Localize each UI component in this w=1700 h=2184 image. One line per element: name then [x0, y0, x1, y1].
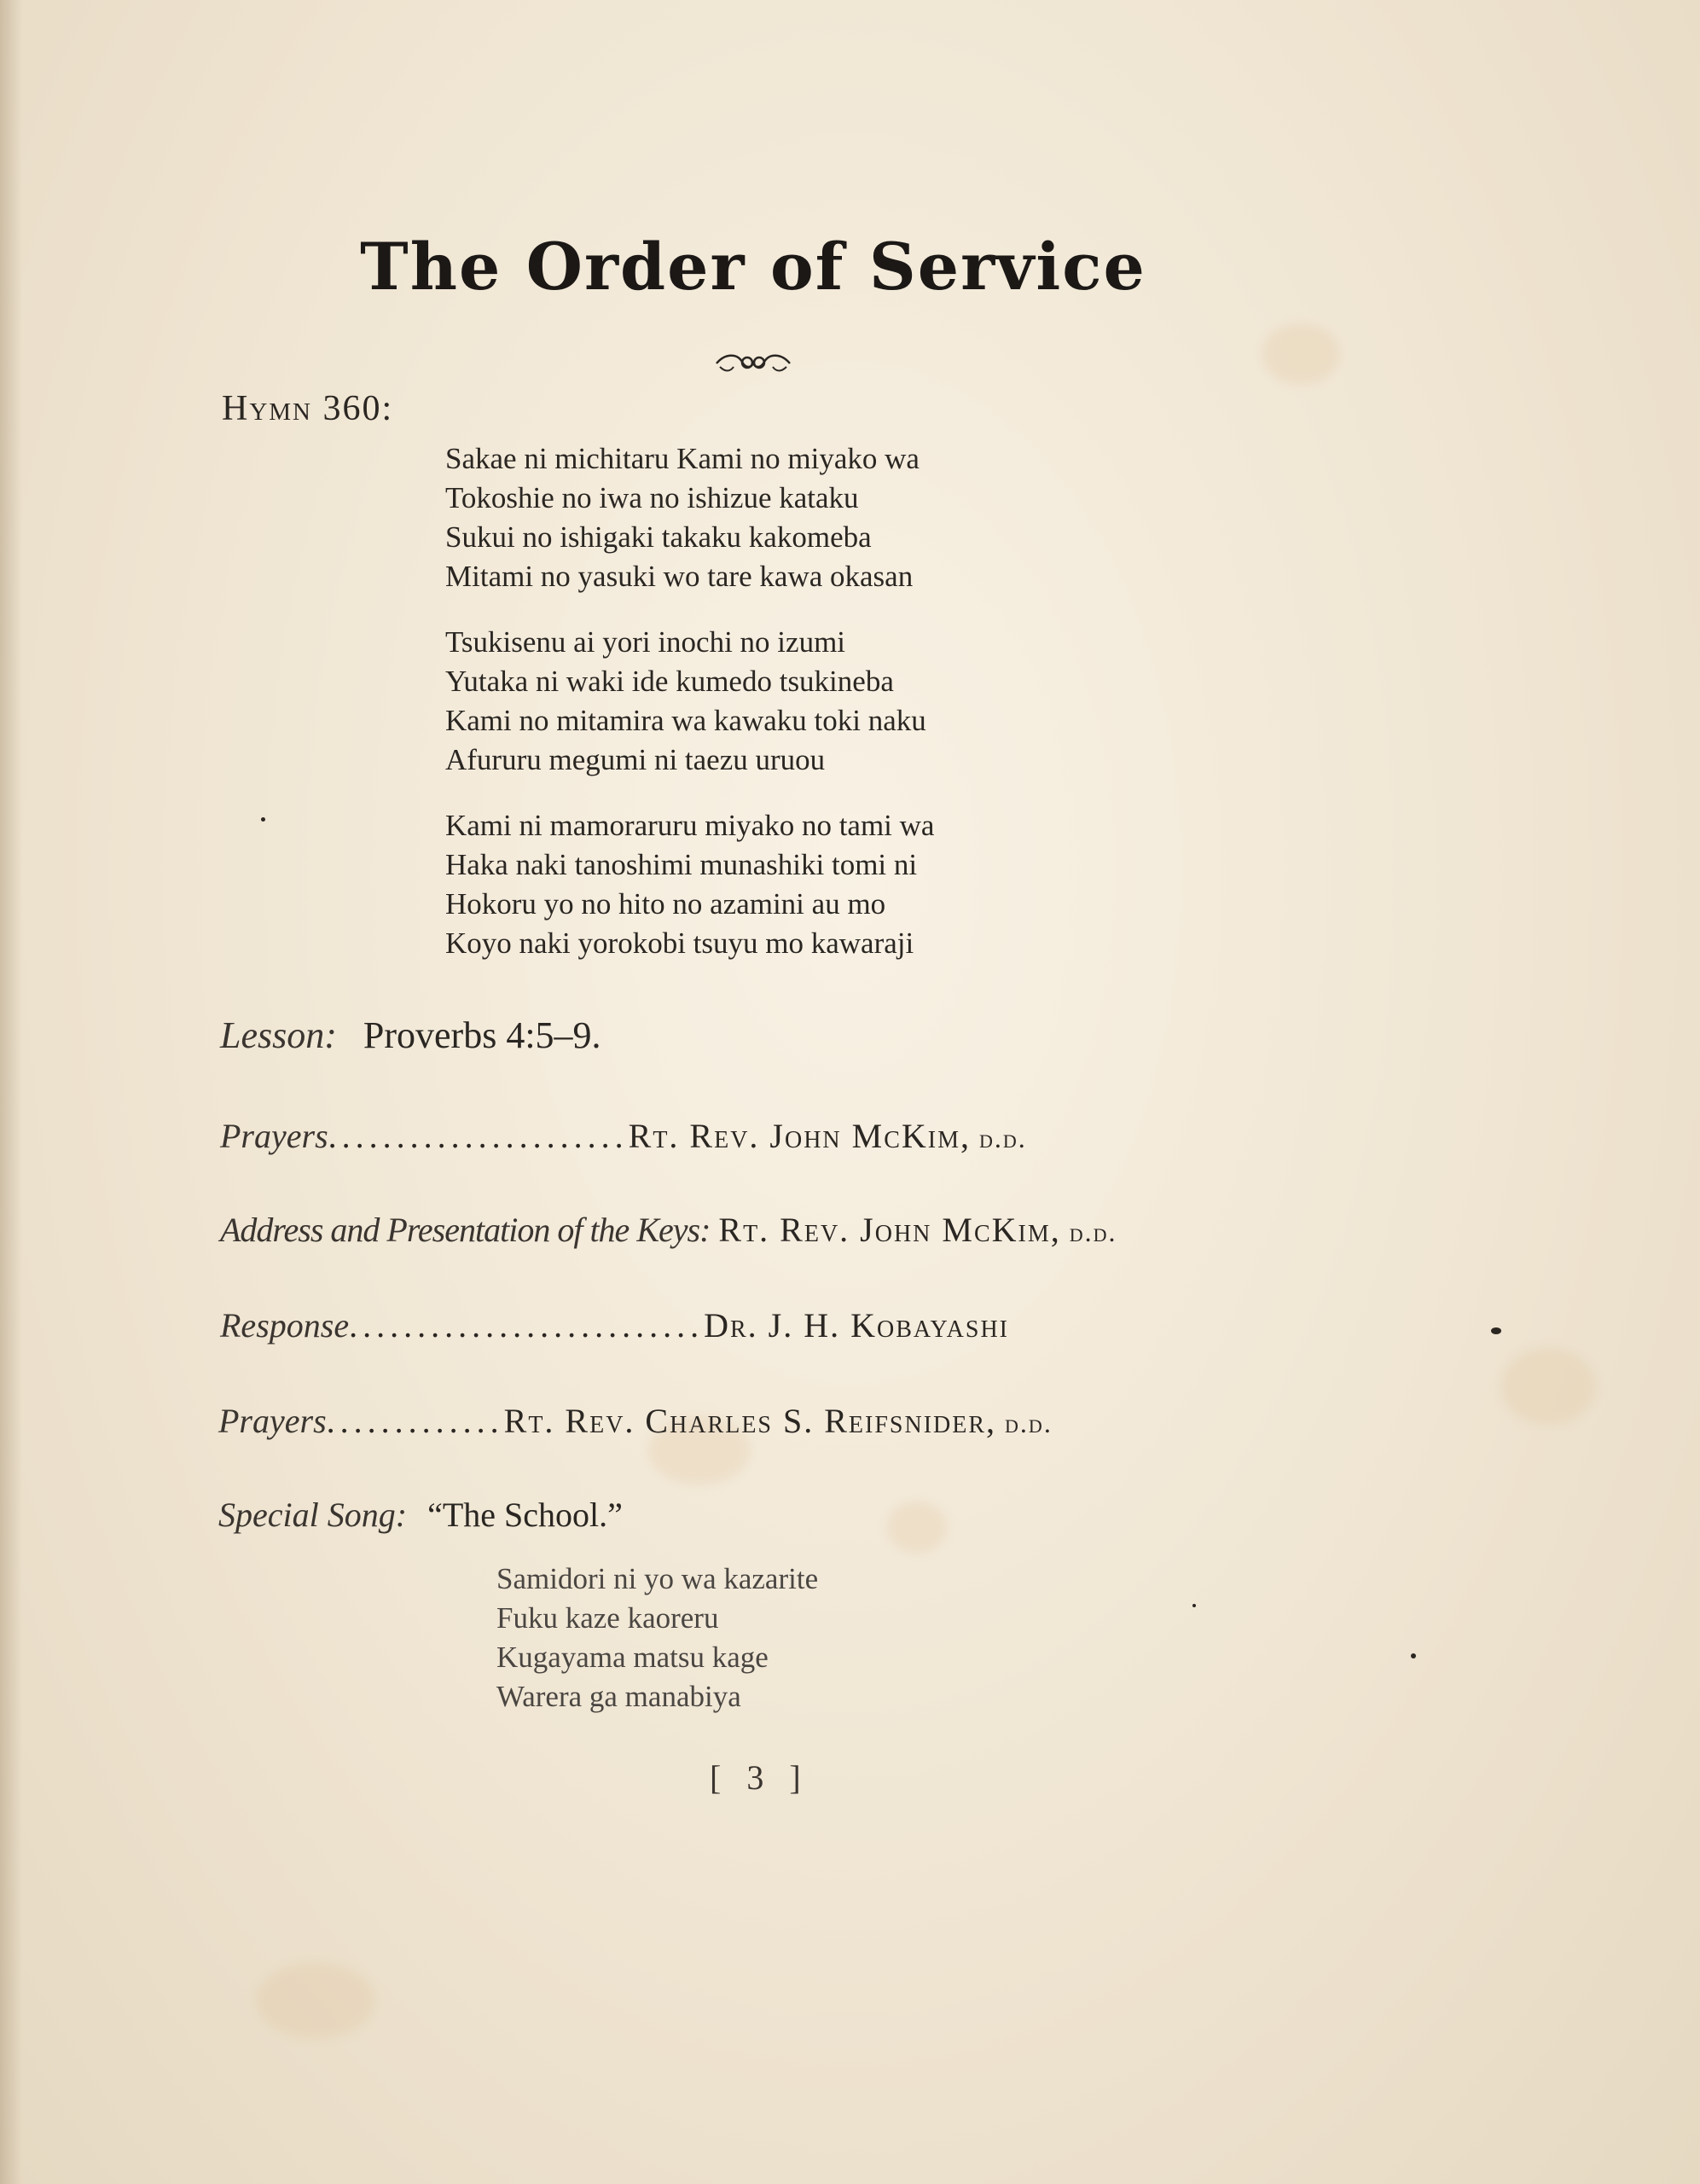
officiant-name: Rt. Rev. Charles S. Reifsnider,: [503, 1402, 997, 1440]
hymn-label: Hymn 360:: [222, 389, 394, 428]
degree: d.d.: [1005, 1408, 1053, 1438]
degree: d.d.: [1069, 1217, 1117, 1247]
officiant-name: Rt. Rev. John McKim,: [718, 1211, 1061, 1249]
binding-edge: [0, 0, 22, 2184]
dot-leader: ..........................: [349, 1306, 705, 1345]
special-song-label: Special Song:: [218, 1496, 408, 1534]
hymn-line: Afururu megumi ni taezu uruou: [445, 743, 826, 776]
paper-stain: [256, 1962, 375, 2039]
hymn-line: Kami no mitamira wa kawaku toki naku: [445, 704, 926, 737]
program-row-address: [220, 1210, 1117, 1250]
hymn-line: Mitami no yasuki wo tare kawa okasan: [445, 560, 914, 593]
special-song-title: “The School.”: [427, 1496, 623, 1534]
program-label: Prayers: [220, 1117, 328, 1155]
dot-leader: ......................: [328, 1117, 629, 1155]
paper-stain: [1262, 324, 1339, 384]
song-line: Samidori ni yo wa kazarite: [496, 1562, 819, 1595]
special-song-row: [218, 1495, 623, 1535]
page-number: [ 3 ]: [710, 1758, 809, 1797]
paper-speck: [261, 817, 265, 822]
hymn-stanza-1: [445, 439, 920, 596]
officiant-name: Dr. J. H. Kobayashi: [704, 1306, 1009, 1345]
special-song-verse: [496, 1560, 818, 1716]
hymn-line: Tsukisenu ai yori inochi no izumi: [445, 625, 846, 659]
paper-speck: [1411, 1653, 1416, 1658]
song-line: Fuku kaze kaoreru: [496, 1601, 719, 1635]
hymn-line: Sukui no ishigaki takaku kakomeba: [445, 520, 872, 554]
program-row-prayers-2: [218, 1401, 1053, 1441]
hymn-line: Kami ni mamoraruru miyako no tami wa: [445, 809, 935, 842]
hymn-stanza-3: [445, 806, 934, 963]
paper-speck: [1491, 1327, 1501, 1334]
hymn-line: Haka naki tanoshimi munashiki tomi ni: [445, 848, 918, 881]
dot-leader: .............: [326, 1402, 504, 1440]
lesson-row: [220, 1014, 601, 1057]
paper-stain: [1501, 1348, 1595, 1425]
program-label: Response: [220, 1306, 350, 1345]
hymn-stanza-2: [445, 623, 926, 780]
hymn-line: Tokoshie no iwa no ishizue kataku: [445, 481, 859, 514]
program-row-prayers-1: [220, 1116, 1027, 1156]
program-label: Prayers: [218, 1402, 327, 1440]
ornament-icon: [713, 348, 793, 379]
hymn-line: Sakae ni michitaru Kami no miyako wa: [445, 442, 920, 475]
lesson-text: Proverbs 4:5–9.: [363, 1014, 601, 1056]
degree: d.d.: [979, 1123, 1027, 1153]
program-row-response: [220, 1305, 1009, 1345]
page-title: The Order of Service: [360, 229, 1146, 305]
hymn-line: Yutaka ni waki ide kumedo tsukineba: [445, 665, 894, 698]
officiant-name: Rt. Rev. John McKim,: [628, 1117, 972, 1155]
hymn-line: Hokoru yo no hito no azamini au mo: [445, 887, 886, 921]
song-line: Kugayama matsu kage: [496, 1641, 769, 1674]
song-line: Warera ga manabiya: [496, 1680, 741, 1713]
lesson-label: Lesson:: [220, 1014, 337, 1056]
paper-stain: [887, 1502, 947, 1553]
hymn-line: Koyo naki yorokobi tsuyu mo kawaraji: [445, 926, 914, 960]
program-label: Address and Presentation of the Keys:: [220, 1211, 711, 1249]
paper-speck: [1192, 1604, 1196, 1607]
